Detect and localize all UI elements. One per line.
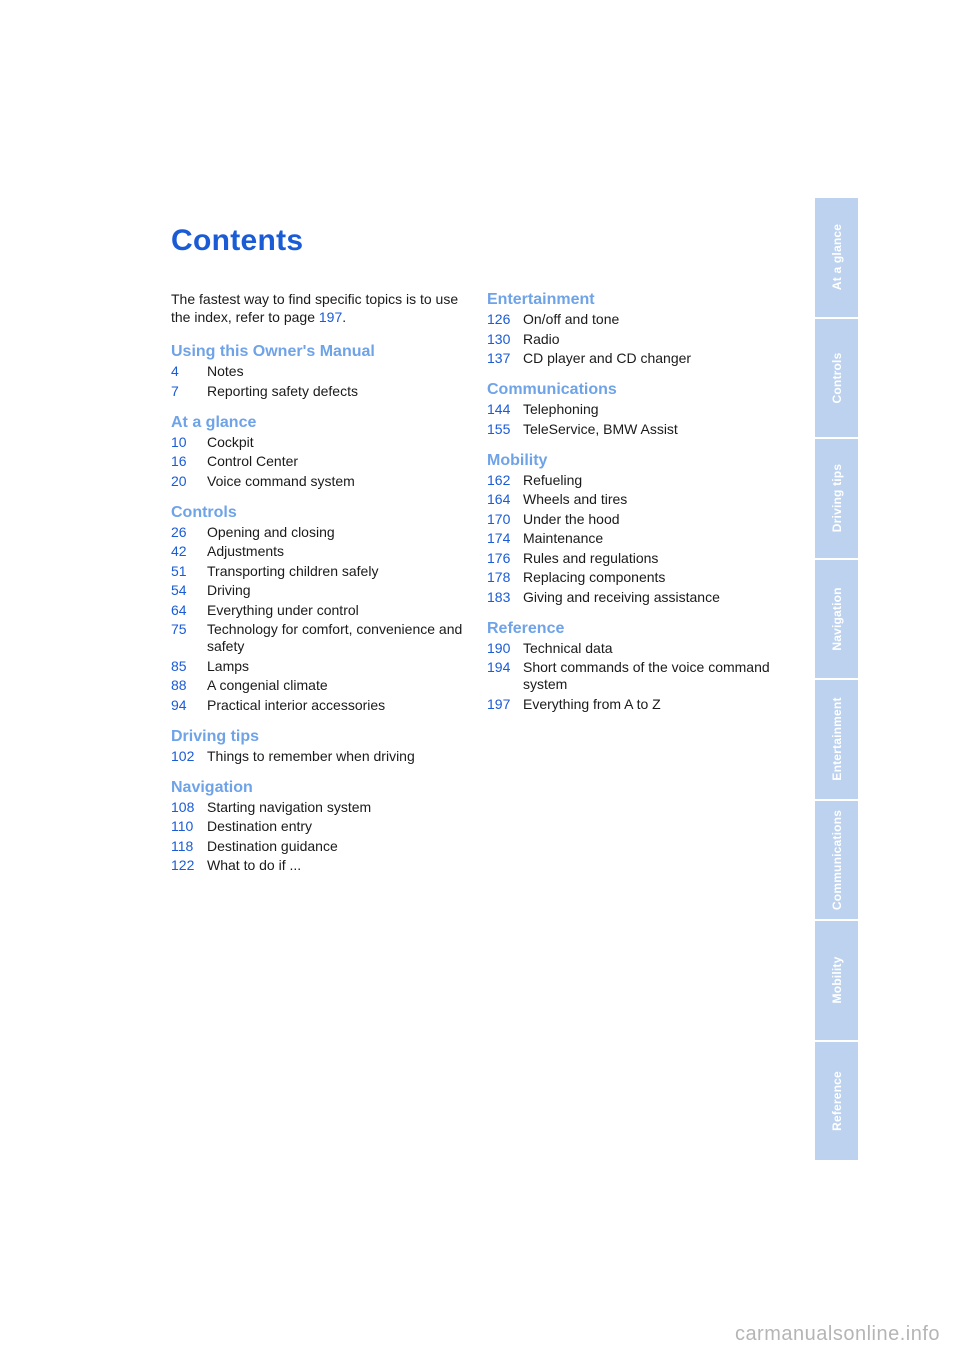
toc-entry[interactable]	[171, 748, 471, 765]
toc-entry-text: Practical interior accessories	[207, 696, 386, 713]
toc-page-number[interactable]: 183	[487, 588, 511, 605]
toc-entry-text: Refueling	[523, 471, 583, 488]
toc-page-number[interactable]: 170	[487, 510, 511, 527]
toc-page-number[interactable]: 7	[171, 382, 179, 399]
toc-page-number[interactable]: 64	[171, 601, 187, 618]
toc-entry[interactable]	[487, 331, 787, 348]
intro-paragraph	[171, 290, 471, 326]
chapter-tab-label: Driving tips	[829, 464, 844, 533]
left-sections	[171, 342, 471, 874]
toc-entry-text: Everything under control	[207, 601, 359, 618]
right-sections	[487, 290, 787, 713]
chapter-tab-navigation[interactable]	[815, 560, 858, 681]
chapter-tab-mobility[interactable]	[815, 921, 858, 1042]
toc-page-number[interactable]: 94	[171, 696, 187, 713]
chapter-tab-label: Entertainment	[829, 697, 844, 781]
toc-entry[interactable]	[171, 453, 471, 470]
toc-entry-text: Voice command system	[207, 472, 355, 489]
chapter-tab-label: Controls	[829, 352, 844, 404]
toc-entry-text: Transporting children safely	[207, 562, 379, 579]
toc-entry[interactable]	[487, 491, 787, 508]
toc-entry-text: Telephoning	[523, 401, 599, 417]
toc-page-number[interactable]: 10	[171, 433, 187, 450]
toc-entry[interactable]	[487, 421, 787, 438]
toc-entry-text: Giving and receiving assistance	[523, 588, 720, 605]
toc-entry-text: Lamps	[207, 657, 250, 674]
toc-page-number[interactable]: 178	[487, 569, 511, 585]
toc-page-number[interactable]: 162	[487, 471, 511, 488]
chapter-tab-at-a-glance[interactable]	[815, 198, 858, 319]
toc-page-number[interactable]: 194	[487, 659, 511, 675]
toc-entry[interactable]	[171, 363, 471, 380]
toc-entry[interactable]	[487, 589, 787, 606]
toc-page-number[interactable]: 176	[487, 549, 511, 566]
toc-entry-text: What to do if ...	[207, 857, 302, 873]
chapter-tab-controls[interactable]	[815, 319, 858, 440]
chapter-tab-label: Mobility	[829, 956, 844, 1004]
chapter-tab-label: At a glance	[829, 224, 844, 291]
section-title[interactable]: Driving tips	[171, 727, 260, 745]
toc-page-number[interactable]: 75	[171, 621, 187, 637]
section-mobility	[487, 451, 787, 606]
section-reference	[487, 619, 787, 713]
toc-entry-text: Notes	[207, 363, 244, 379]
contents-column-left	[171, 290, 471, 887]
toc-entry-text: Reporting safety defects	[207, 382, 358, 399]
section-title[interactable]: Controls	[171, 503, 237, 521]
toc-entry-text: Rules and regulations	[523, 549, 659, 566]
toc-entry-text: Short commands of the voice command system	[523, 659, 770, 692]
toc-entry-text: Driving	[207, 582, 251, 598]
toc-entry-text: Technical data	[523, 639, 613, 656]
toc-entry[interactable]	[171, 818, 471, 835]
toc-entry-text: Maintenance	[523, 530, 604, 546]
toc-entry[interactable]	[487, 659, 787, 693]
toc-page-number[interactable]: 54	[171, 582, 187, 598]
toc-entry[interactable]	[171, 697, 471, 714]
chapter-tab-entertainment[interactable]	[815, 680, 858, 801]
toc-entry-text: Cockpit	[207, 433, 254, 450]
section-using-this-owner-s-manual	[171, 342, 471, 400]
toc-entry[interactable]	[171, 543, 471, 560]
index-page-link[interactable]: 197	[318, 309, 343, 325]
toc-entry[interactable]	[487, 311, 787, 328]
toc-entry-text: Control Center	[207, 453, 299, 469]
toc-entry[interactable]	[487, 401, 787, 418]
chapter-tab-reference[interactable]	[815, 1042, 858, 1161]
toc-page-number[interactable]: 164	[487, 491, 511, 507]
section-communications	[487, 380, 787, 438]
section-title[interactable]: Entertainment	[487, 291, 595, 308]
toc-entry[interactable]	[171, 434, 471, 451]
toc-entry[interactable]	[171, 383, 471, 400]
toc-entry-text: A congenial climate	[207, 677, 328, 693]
toc-entry[interactable]	[171, 677, 471, 694]
section-controls	[171, 503, 471, 714]
toc-page-number[interactable]: 20	[171, 472, 187, 489]
toc-entry-text: Opening and closing	[207, 523, 335, 540]
toc-page-number[interactable]: 16	[171, 453, 187, 469]
toc-page-number[interactable]: 174	[487, 530, 511, 546]
toc-entry[interactable]	[171, 621, 471, 655]
toc-entry[interactable]	[171, 582, 471, 599]
toc-entry-text: Replacing components	[523, 569, 666, 585]
toc-entry-text: Destination entry	[207, 818, 313, 834]
watermark: carmanualsonline.info	[734, 1323, 940, 1345]
toc-entry[interactable]	[171, 799, 471, 816]
toc-entry[interactable]	[171, 857, 471, 874]
section-title[interactable]: Using this Owner's Manual	[171, 343, 375, 360]
toc-entry-text: On/off and tone	[523, 311, 620, 327]
toc-entry[interactable]	[487, 350, 787, 367]
toc-entry-text: TeleService, BMW Assist	[523, 420, 678, 437]
toc-page-number[interactable]: 108	[171, 798, 195, 815]
toc-entry[interactable]	[171, 658, 471, 675]
section-at-a-glance	[171, 413, 471, 490]
section-title[interactable]: At a glance	[171, 413, 257, 431]
toc-entry[interactable]	[171, 838, 471, 855]
contents-column-right	[487, 290, 787, 726]
chapter-tabs	[815, 198, 858, 1160]
intro-text: The fastest way to find specific topics is to use the index, refer to page	[171, 291, 459, 325]
toc-page-number[interactable]: 197	[487, 695, 511, 712]
chapter-tab-driving-tips[interactable]	[815, 439, 858, 560]
toc-page-number[interactable]: 155	[487, 420, 511, 437]
toc-page-number[interactable]: 26	[171, 523, 187, 540]
toc-page-number[interactable]: 42	[171, 543, 187, 559]
chapter-tab-label: Communications	[829, 809, 844, 910]
section-title[interactable]: Reference	[487, 619, 565, 637]
toc-page-number[interactable]: 190	[487, 639, 511, 656]
toc-entry[interactable]	[487, 640, 787, 657]
toc-entry[interactable]	[487, 511, 787, 528]
toc-page-number[interactable]: 122	[171, 857, 195, 873]
toc-entry[interactable]	[487, 530, 787, 547]
toc-entry-text: Starting navigation system	[207, 798, 372, 815]
toc-entry-text: Under the hood	[523, 510, 620, 527]
toc-page-number[interactable]: 144	[487, 401, 511, 417]
toc-entry[interactable]	[171, 602, 471, 619]
toc-page-number[interactable]: 88	[171, 677, 187, 693]
toc-page-number[interactable]: 85	[171, 657, 187, 674]
toc-page-number[interactable]: 137	[487, 350, 511, 366]
toc-entry-text: Technology for comfort, convenience and safety	[207, 621, 463, 654]
toc-entry[interactable]	[487, 472, 787, 489]
toc-entry[interactable]	[171, 473, 471, 490]
toc-entry[interactable]	[487, 696, 787, 713]
section-title[interactable]: Mobility	[487, 451, 548, 469]
section-navigation	[171, 778, 471, 875]
toc-page-number[interactable]: 51	[171, 562, 187, 579]
toc-entry-text: Radio	[523, 330, 560, 347]
toc-entry-text: CD player and CD changer	[523, 350, 692, 366]
chapter-tab-label: Navigation	[829, 587, 844, 651]
section-title[interactable]: Navigation	[171, 778, 253, 796]
section-driving-tips	[171, 727, 471, 765]
intro-end: .	[342, 309, 347, 325]
toc-entry[interactable]	[171, 563, 471, 580]
toc-entry[interactable]	[487, 569, 787, 586]
toc-page-number[interactable]: 126	[487, 311, 511, 327]
toc-page-number[interactable]: 130	[487, 330, 511, 347]
chapter-tab-communications[interactable]	[815, 801, 858, 922]
toc-page-number[interactable]: 4	[171, 363, 179, 379]
chapter-tab-label: Reference	[829, 1070, 844, 1131]
section-entertainment	[487, 290, 787, 367]
toc-page-number[interactable]: 102	[171, 747, 195, 764]
toc-page-number[interactable]: 110	[171, 818, 194, 834]
toc-entry-text: Adjustments	[207, 543, 285, 559]
toc-page-number[interactable]: 118	[171, 837, 194, 854]
toc-entry-text: Wheels and tires	[523, 491, 628, 507]
toc-entry-text: Everything from A to Z	[523, 695, 661, 712]
toc-entry-text: Destination guidance	[207, 837, 338, 854]
toc-entry-text: Things to remember when driving	[207, 747, 415, 764]
toc-entry[interactable]	[171, 524, 471, 541]
section-title[interactable]: Communications	[487, 381, 617, 398]
page-title: Contents	[171, 224, 304, 257]
toc-entry[interactable]	[487, 550, 787, 567]
